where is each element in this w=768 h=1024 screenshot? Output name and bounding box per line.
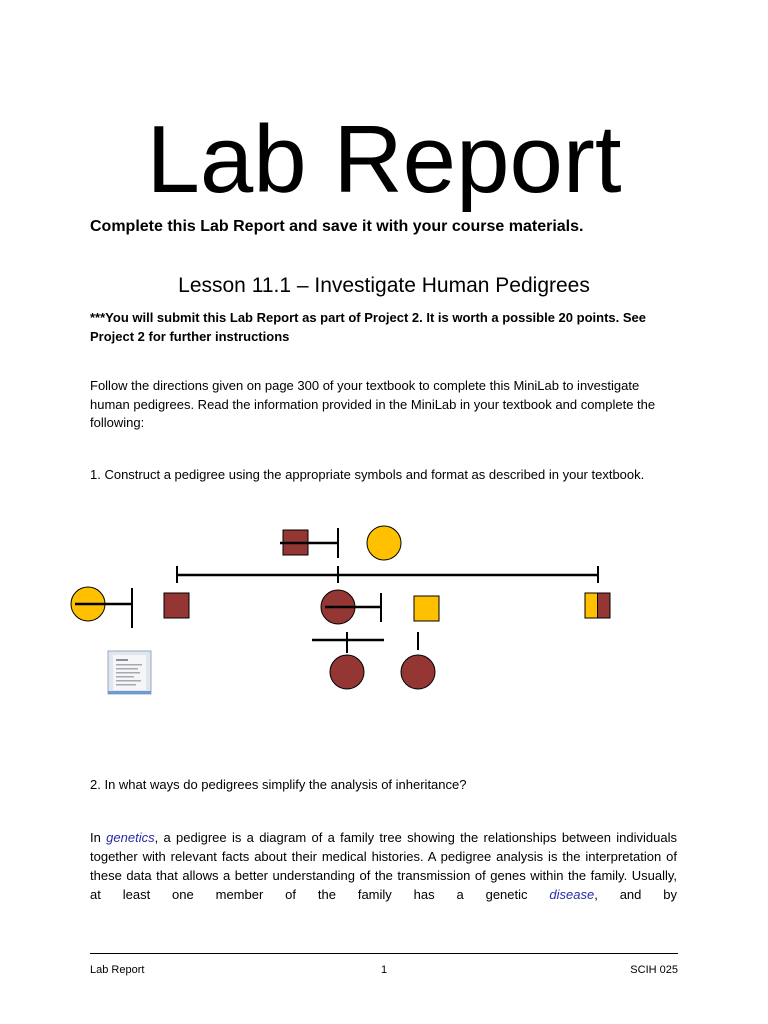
answer-paragraph	[90, 828, 677, 904]
footer-divider	[90, 953, 678, 954]
lesson-heading: Lesson 11.1 – Investigate Human Pedigrees	[178, 274, 590, 297]
footer-left-label: Lab Report	[90, 964, 145, 976]
footer-course-code: SCIH 025	[630, 964, 678, 976]
question-2: 2. In what ways do pedigrees simplify the analysis of inheritance?	[90, 777, 467, 792]
submission-note: ***You will submit this Lab Report as part of Project 2. It is worth a possible 20 points. See Project 2 for further instructions	[90, 310, 646, 344]
subtitle-instruction: Complete this Lab Report and save it with your course materials.	[90, 218, 584, 235]
page-number: 1	[380, 964, 388, 976]
son-in-law-square-unaffected	[414, 596, 439, 621]
disease-link[interactable]: disease	[549, 887, 595, 902]
carrier-square-left-half	[585, 593, 598, 618]
embedded-image-thumbnail	[108, 651, 151, 694]
genetics-link[interactable]: genetics	[106, 830, 155, 845]
grandmother-circle-unaffected	[367, 526, 401, 560]
pedigree-diagram	[0, 500, 768, 700]
question-1: 1. Construct a pedigree using the appropriate symbols and format as described in your textbook.	[90, 467, 645, 482]
granddaughter-circle-affected-2	[401, 655, 435, 689]
directions-paragraph: Follow the directions given on page 300 of your textbook to complete this MiniLab to investigate human pedigrees. Read the information provided in the MiniLab in your textbook and complete the following:	[90, 378, 656, 430]
answer-middle: , a pedigree is a diagram of a family tree showing the relationships between individuals together with relevant facts about their medical histories. A pedigree analysis is the interpretation of these data that allows a better understanding of the transmission of genes within the family. Usually, at least one member of the family has a genetic	[90, 830, 677, 902]
page-title: Lab Report	[146, 106, 622, 213]
answer-suffix: , and by	[594, 887, 677, 902]
answer-prefix: In	[90, 830, 107, 845]
son-square-affected	[164, 593, 189, 618]
carrier-square-right-half	[598, 593, 611, 618]
granddaughter-circle-affected-1	[330, 655, 364, 689]
